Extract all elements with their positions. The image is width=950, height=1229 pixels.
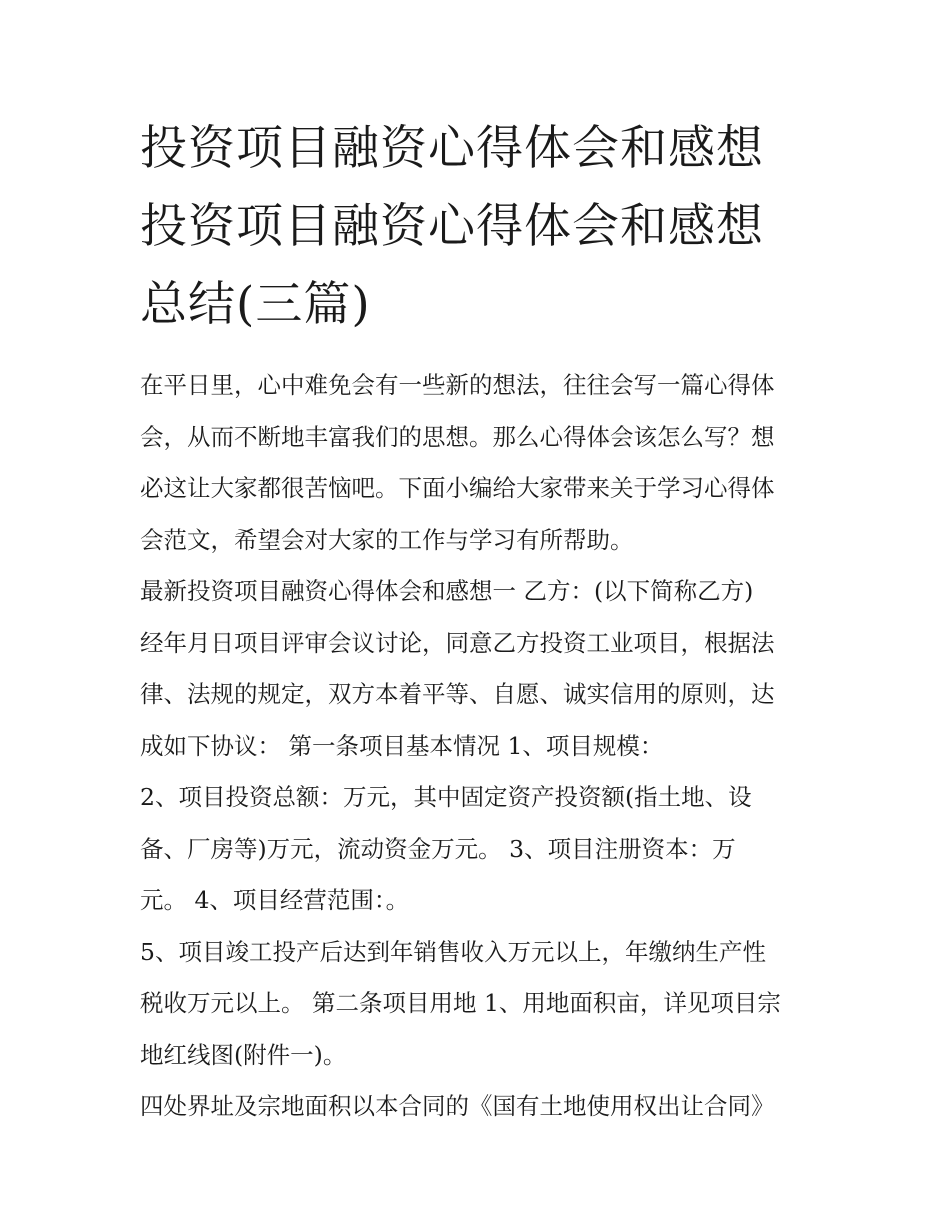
text-line: 必这让大家都很苦恼吧。下面小编给大家带来关于学习心得体: [140, 474, 775, 502]
text-line: 在平日里，心中难免会有一些新的想法，往往会写一篇心得体: [140, 371, 775, 399]
text-line: 四处界址及宗地面积以本合同的《国有土地使用权出让合同》: [140, 1092, 775, 1120]
document-body: [140, 360, 812, 1133]
paragraph-agreement: [140, 566, 812, 772]
document-page: [140, 110, 812, 1133]
text-line: 会，从而不断地丰富我们的思想。那么心得体会该怎么写？想: [140, 422, 775, 451]
title-line: 投资项目融资心得体会和感想: [140, 199, 764, 254]
text-line: 元。 4、项目经营范围：。: [140, 886, 410, 914]
paragraph-investment: [140, 772, 812, 927]
text-line: 2、项目投资总额：万元，其中固定资产投资额(指土地、设: [140, 783, 752, 811]
paragraph-revenue: [140, 927, 812, 1082]
text-line: 地红线图(附件一)。: [140, 1040, 347, 1069]
page-title: [140, 110, 812, 344]
title-line: 投资项目融资心得体会和感想: [140, 121, 764, 176]
text-line: 5、项目竣工投产后达到年销售收入万元以上，年缴纳生产性: [140, 937, 766, 966]
text-line: 最新投资项目融资心得体会和感想一 乙方：(以下简称乙方): [140, 577, 754, 605]
text-line: 备、厂房等)万元，流动资金万元。 3、项目注册资本：万: [140, 834, 736, 863]
text-line: 成如下协议： 第一条项目基本情况 1、项目规模：: [140, 731, 664, 760]
text-line: 律、法规的规定，双方本着平等、自愿、诚实信用的原则，达: [140, 680, 775, 708]
text-line: 经年月日项目评审会议讨论，同意乙方投资工业项目，根据法: [140, 628, 775, 657]
paragraph-boundary: [140, 1081, 812, 1133]
title-line: 总结(三篇): [140, 277, 371, 332]
text-line: 税收万元以上。 第二条项目用地 1、用地面积亩，详见项目宗: [140, 989, 781, 1017]
text-line: 会范文，希望会对大家的工作与学习有所帮助。: [140, 525, 634, 554]
paragraph-intro: [140, 360, 812, 566]
